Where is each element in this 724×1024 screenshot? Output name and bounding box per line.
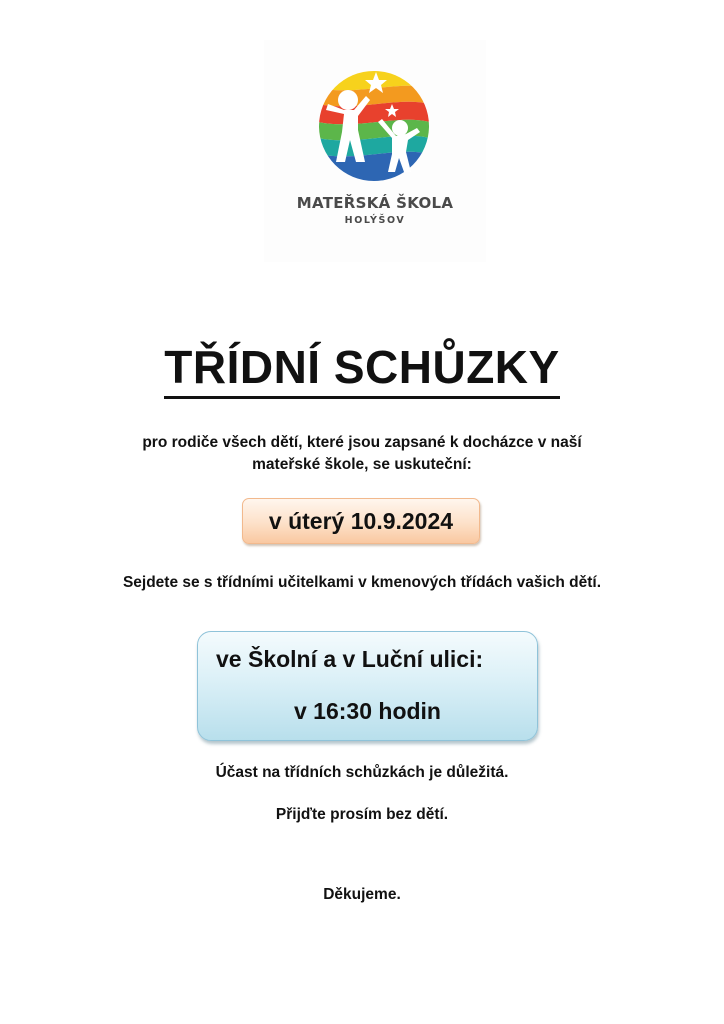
thanks-note: Děkujeme. [323, 886, 401, 903]
intro-text [0, 432, 724, 476]
date-box: v úterý 10.9.2024 [242, 498, 480, 544]
logo-town-name: HOLÝŠOV [344, 215, 406, 226]
place-time-box [197, 631, 538, 741]
logo-school-name: MATEŘSKÁ ŠKOLA [296, 194, 454, 212]
time-text: v 16:30 hodin [294, 698, 441, 724]
request-note: Přijďte prosím bez dětí. [275, 806, 449, 823]
page-title-wrap [0, 338, 724, 399]
school-logo [264, 40, 486, 262]
intro-line-2: mateřské škole, se uskuteční: [252, 456, 472, 473]
place-text: ve Školní a v Luční ulici: [216, 646, 484, 672]
page-title: TŘÍDNÍ SCHŮZKY [164, 338, 559, 399]
intro-line-1: pro rodiče všech dětí, které jsou zapsané k docházce v naší [142, 434, 582, 451]
kindergarten-logo-icon [318, 70, 430, 182]
importance-note: Účast na třídních schůzkách je důležitá. [215, 764, 509, 781]
meeting-text: Sejdete se s třídními učitelkami v kmenových třídách vašich dětí. [122, 574, 602, 591]
